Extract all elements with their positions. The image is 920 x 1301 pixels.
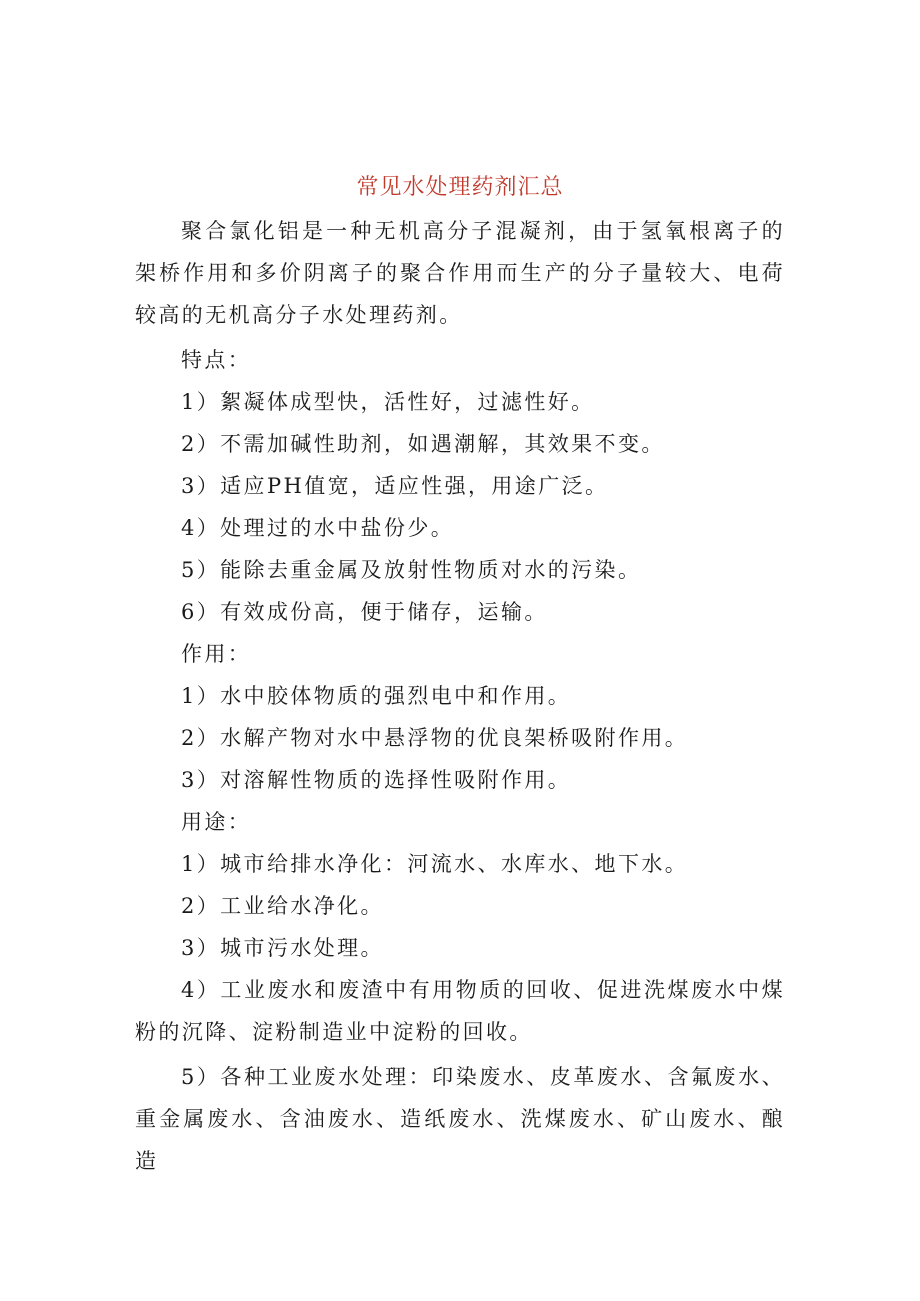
feature-item-1: 1）絮凝体成型快，活性好，过滤性好。	[181, 390, 595, 414]
use-item-5: 5）各种工业废水处理：印染废水、皮革废水、含氟废水、重金属废水、含油废水、造纸废水、洗煤废水、矿山废水、酿造	[135, 1065, 785, 1173]
feature-item-6: 6）有效成份高，便于储存，运输。	[181, 600, 548, 624]
paragraph-intro: 聚合氯化铝是一种无机高分子混凝剂，由于氢氧根离子的架桥作用和多价阴离子的聚合作用而生产的分子量较大、电荷较高的无机高分子水处理药剂。	[135, 219, 785, 327]
function-item-1: 1）水中胶体物质的强烈电中和作用。	[181, 684, 572, 708]
feature-item-2: 2）不需加碱性助剂，如遇潮解，其效果不变。	[181, 432, 665, 456]
feature-item-4: 4）处理过的水中盐份少。	[181, 516, 455, 540]
function-item-2: 2）水解产物对水中悬浮物的优良架桥吸附作用。	[181, 726, 689, 750]
heading-functions: 作用：	[181, 642, 252, 666]
use-item-2: 2）工业给水净化。	[181, 894, 384, 918]
heading-features: 特点：	[181, 348, 252, 372]
use-item-3: 3）城市污水处理。	[181, 936, 384, 960]
use-item-4: 4）工业废水和废渣中有用物质的回收、促进洗煤废水中煤粉的沉降、淀粉制造业中淀粉的回收。	[135, 978, 785, 1044]
feature-item-3: 3）适应PH值宽，适应性强，用途广泛。	[181, 474, 609, 498]
feature-item-5: 5）能除去重金属及放射性物质对水的污染。	[181, 558, 642, 582]
document-body	[135, 170, 785, 1182]
use-item-1: 1）城市给排水净化：河流水、水库水、地下水。	[181, 852, 689, 876]
document-title: 常见水处理药剂汇总	[356, 175, 564, 200]
function-item-3: 3）对溶解性物质的选择性吸附作用。	[181, 768, 572, 792]
heading-uses: 用途：	[181, 810, 252, 834]
